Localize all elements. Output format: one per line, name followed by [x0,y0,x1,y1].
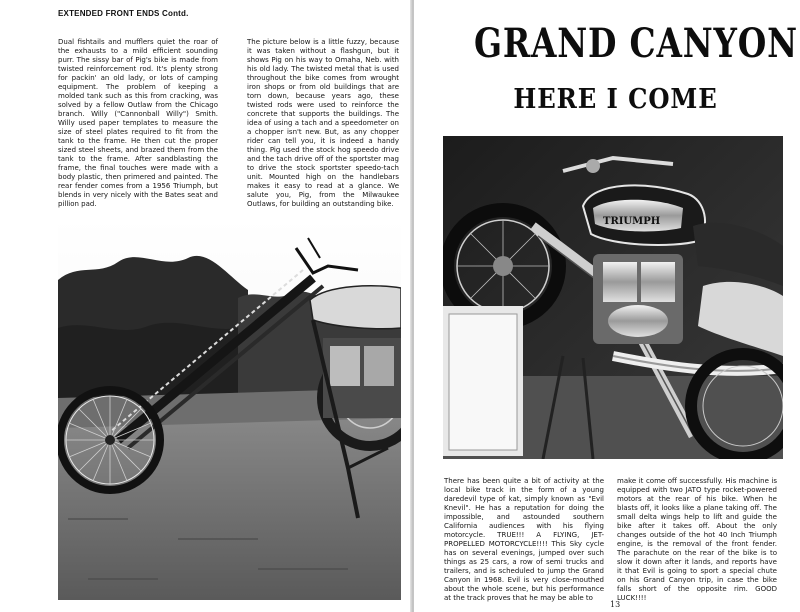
left-column-2-text: The picture below is a little fuzzy, because it was taken without a flashgun, but it shows Pig on his way to Omaha, Neb. with his old lady. The twisted metal that is used throughout the bike comes from wrought iron shops or from old buildings that are torn down, because years ago, these twisted rods were used to reinforce the concrete that supports the buildings. The idea of using a tach and a speedometer on a chopper isn't new. But, as any chopper rider can tell you, it is indeed a handy thing. Pig used the stock hog speedo drive and the tach drive off of the sportster mag to drive the stock sportster speedo-tach unit. Mounted high on the handlebars makes it easy to read at a glance. We salute you, Pig, from the Milwaukee Outlaws, for building an outstanding bike. [247,38,399,208]
triumph-sky-cycle-photo [443,136,783,459]
right-column-1-text: There has been quite a bit of activity at the local bike track in the form of a young daredevil type of kat, simply known as "Evil Knevil". He has a reputation for doing the impossible, and astounded southern California audiences with his flying motorcycle. TRUE!!! A FLYING, JET-PROPELLED MOTORCYCLE!!!! This Sky cycle has on several evenings, jumped over such things as 25 cars, a row of semi trucks and trailers, and is scheduled to jump the Grand Canyon in 1968. Evil is very close-mouthed about the whole scene, but his performance at the track proves that he may be able to [444,477,604,602]
right-column-2-text: make it come off successfully. His machine is equipped with two JATO type rocket-powered motors at the rear of his bike. When he blasts off, it looks like a plane taking off. The small delta wings help to lift and guide the bike after it takes off. About the only changes outside of the hot 40 Inch Triumph engine, is the removal of the front fender. The parachute on the rear of the bike is to slow it down after it lands, and reports have it that Evil is going to sport a special chute on his Grand Canyon trip, in case the bike falls short of the opposite rim. GOOD LUCK!!!! [617,477,777,602]
left-column-1-text: Dual fishtails and mufflers quiet the roar of the exhausts to a mild efficient sounding purr. The sissy bar of Pig's bike is made from twisted reinforcement rod. It's plenty strong for packin' an old lady, or lots of camping equipment. The problem of keeping a molded tank such as this from cracking, was solved by a fellow Outlaw from the Chicago branch. Willy ("Cannonball Willy") Smith. Willy used paper templates to measure the size of steel plates required to fit from the tank to the frame. He then cut the proper sized steel sheets, and brazed them from the tank to the frame. After sandblasting the frame, the final touches were made with a body plastic, then primered and painted. The rear fender comes from a 1956 Triumph, but blends in very nicely with the Bates seat and pillion pad. [58,38,218,208]
chopper-photo [58,218,401,600]
article-title: GRAND CANYON [474,20,798,67]
tank-badge: TRIUMPH [603,216,661,227]
article-subtitle: HERE I COME [513,84,718,115]
running-head: EXTENDED FRONT ENDS Contd. [58,9,189,18]
page-number: 13 [610,600,621,609]
